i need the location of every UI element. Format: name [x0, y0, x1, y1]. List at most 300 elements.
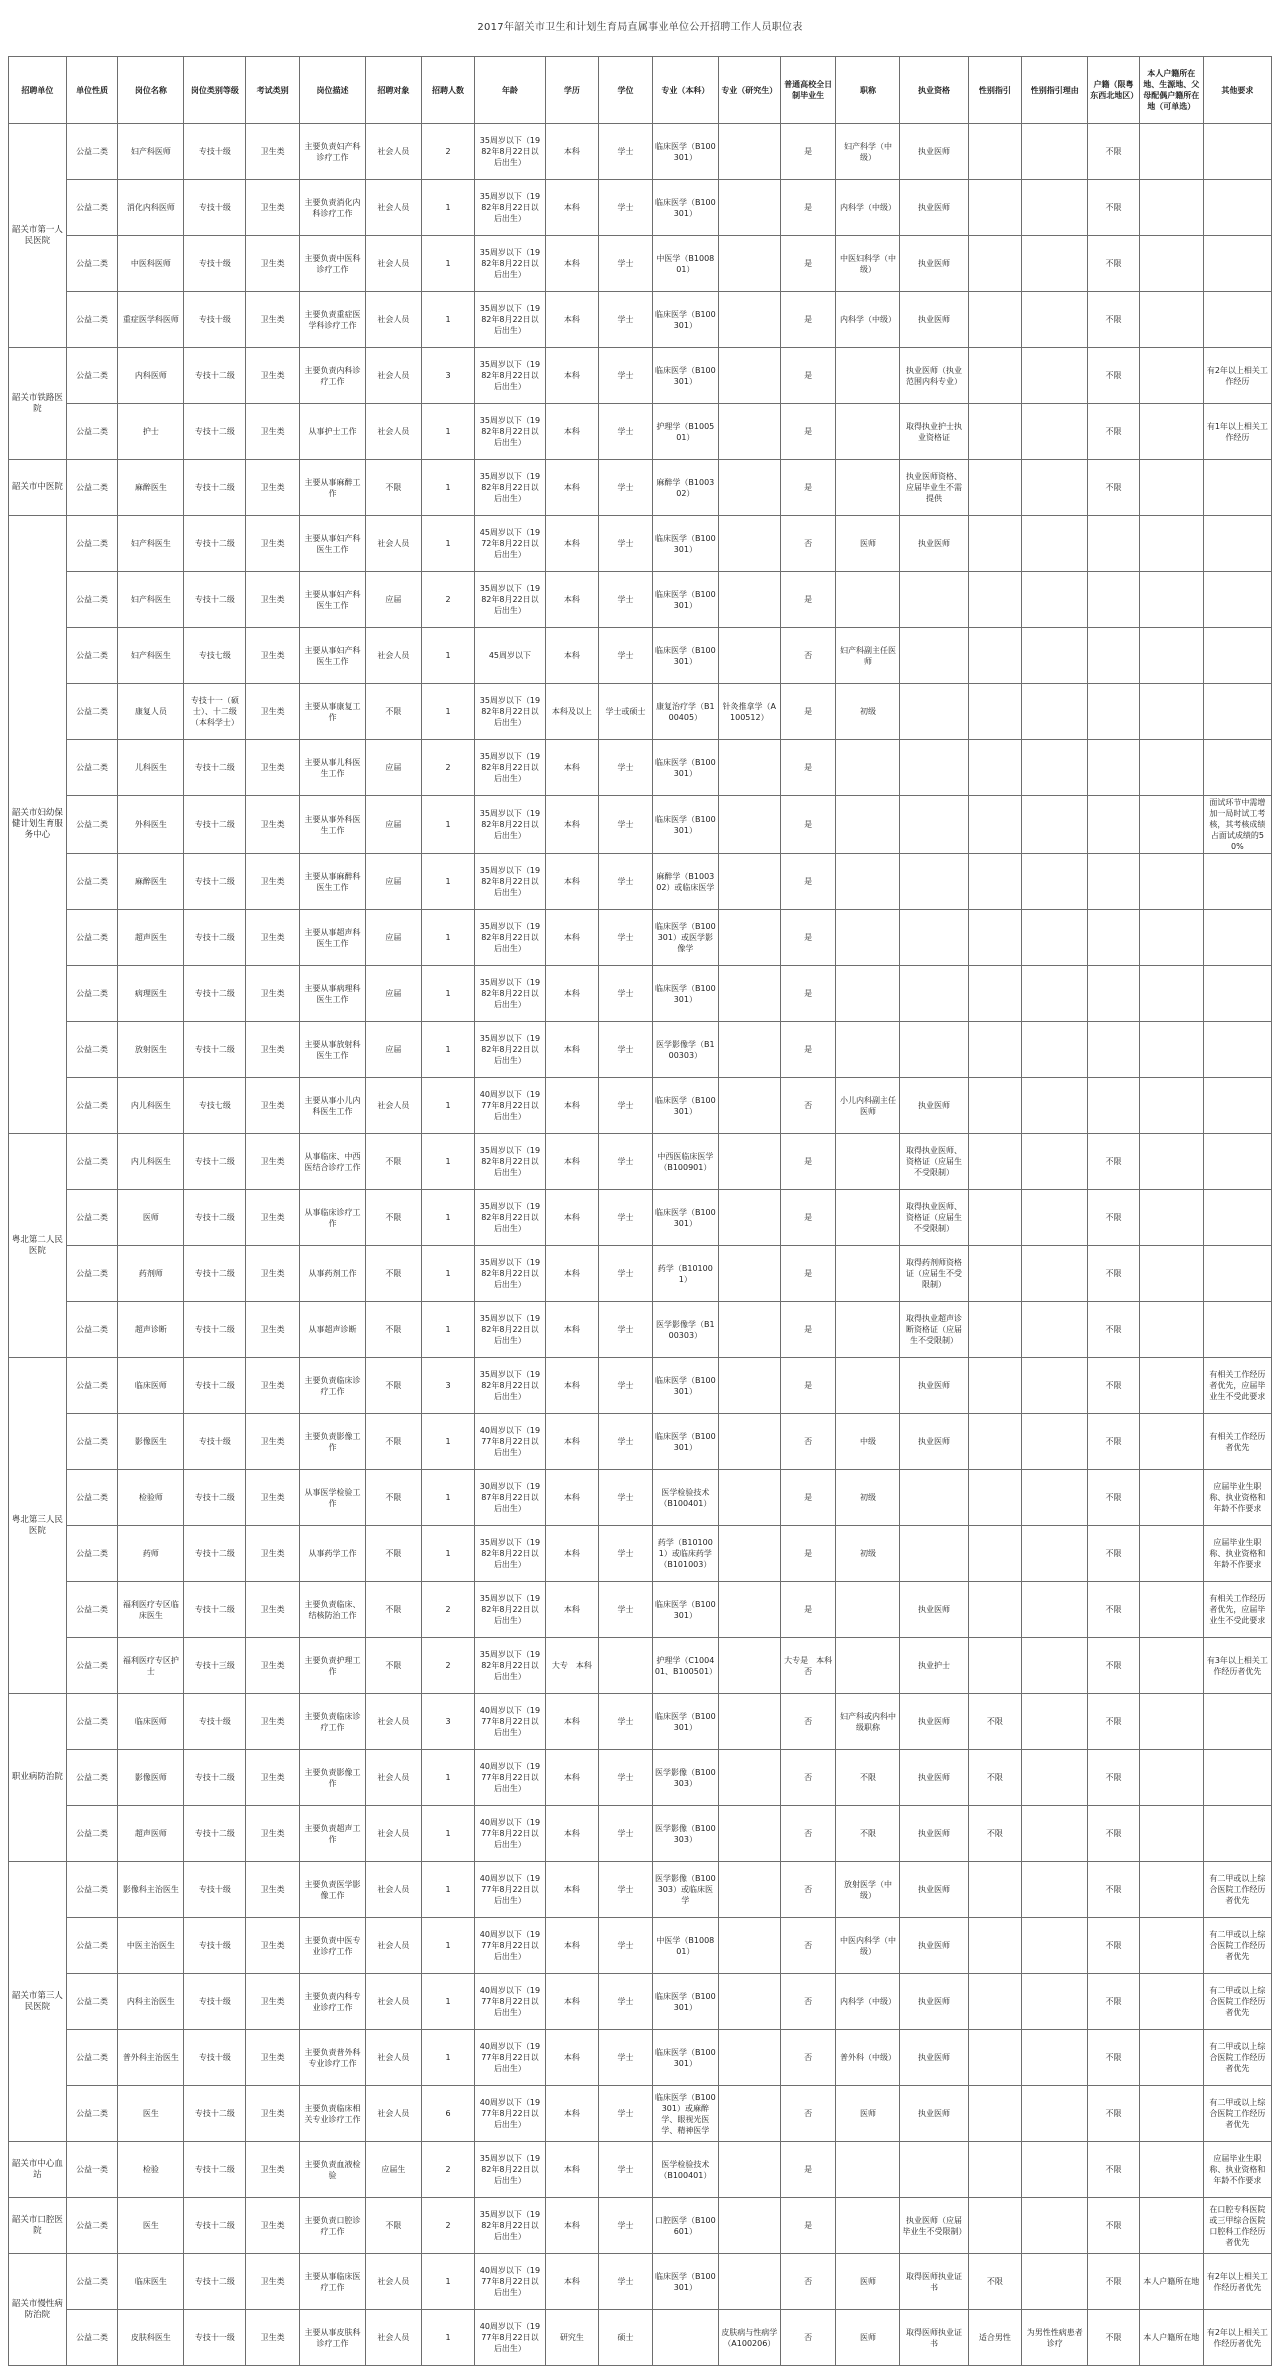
residence-limit-cell: 不限	[1088, 1414, 1140, 1470]
position-name-cell: 超声诊断	[118, 1302, 184, 1358]
position-grade-cell: 专技十级	[184, 1918, 246, 1974]
recruit-target-cell: 不限	[365, 460, 421, 516]
header-cell: 考试类别	[246, 57, 300, 124]
recruit-count-cell: 1	[421, 854, 475, 910]
position-grade-cell: 专技十二级	[184, 1246, 246, 1302]
title-requirement-cell: 妇产科副主任医师	[836, 628, 900, 684]
qualification-cell	[900, 740, 968, 796]
unit-type-cell: 公益二类	[66, 1862, 118, 1918]
major-graduate-cell	[718, 292, 780, 348]
title-requirement-cell: 医师	[836, 2086, 900, 2142]
major-graduate-cell	[718, 628, 780, 684]
position-description-cell: 主要从事外科医生工作	[299, 796, 365, 854]
gender-reason-cell	[1022, 460, 1088, 516]
recruit-count-cell: 1	[421, 628, 475, 684]
age-requirement-cell: 40周岁以下（1977年8月22日以后出生）	[475, 1918, 545, 1974]
education-cell: 本科	[545, 292, 599, 348]
unit-type-cell: 公益二类	[66, 740, 118, 796]
position-name-cell: 检验	[118, 2142, 184, 2198]
residence-place-cell: 本人户籍所在地	[1139, 2254, 1203, 2310]
residence-limit-cell: 不限	[1088, 2030, 1140, 2086]
other-requirements-cell	[1203, 1750, 1271, 1806]
title-requirement-cell	[836, 572, 900, 628]
recruit-target-cell: 社会人员	[365, 2310, 421, 2366]
major-bachelor-cell: 康复治疗学（B100405）	[652, 684, 718, 740]
major-graduate-cell	[718, 1358, 780, 1414]
recruit-target-cell: 社会人员	[365, 404, 421, 460]
residence-limit-cell: 不限	[1088, 1246, 1140, 1302]
table-row	[9, 1582, 1272, 1638]
fulltime-graduate-cell: 否	[780, 1918, 836, 1974]
header-cell: 招聘单位	[9, 57, 67, 124]
education-cell: 本科	[545, 236, 599, 292]
recruit-target-cell: 应届	[365, 910, 421, 966]
title-requirement-cell	[836, 796, 900, 854]
gender-reason-cell	[1022, 684, 1088, 740]
position-description-cell: 从事护士工作	[299, 404, 365, 460]
position-description-cell: 主要负责影像工作	[299, 1414, 365, 1470]
age-requirement-cell: 35周岁以下（1982年8月22日以后出生）	[475, 1022, 545, 1078]
fulltime-graduate-cell: 大专是 本科否	[780, 1638, 836, 1694]
major-bachelor-cell: 医学影像学（B100303）	[652, 1022, 718, 1078]
residence-limit-cell: 不限	[1088, 1134, 1140, 1190]
position-name-cell: 康复人员	[118, 684, 184, 740]
residence-place-cell	[1139, 236, 1203, 292]
gender-reason-cell	[1022, 854, 1088, 910]
gender-guide-cell	[968, 348, 1022, 404]
degree-cell: 学士	[599, 1470, 653, 1526]
fulltime-graduate-cell: 否	[780, 1078, 836, 1134]
exam-category-cell: 卫生类	[246, 796, 300, 854]
recruit-count-cell: 1	[421, 910, 475, 966]
recruit-target-cell: 社会人员	[365, 1918, 421, 1974]
recruit-target-cell: 应届	[365, 854, 421, 910]
position-description-cell: 主要负责超声工作	[299, 1806, 365, 1862]
major-bachelor-cell: 麻醉学（B100302）或临床医学	[652, 854, 718, 910]
age-requirement-cell: 35周岁以下（1982年8月22日以后出生）	[475, 796, 545, 854]
degree-cell: 学士	[599, 516, 653, 572]
title-requirement-cell	[836, 966, 900, 1022]
education-cell: 本科	[545, 1414, 599, 1470]
title-requirement-cell: 中医内科学（中级）	[836, 1918, 900, 1974]
header-cell: 年龄	[475, 57, 545, 124]
other-requirements-cell: 有二甲或以上综合医院工作经历者优先	[1203, 1862, 1271, 1918]
position-description-cell: 主要负责内科诊疗工作	[299, 348, 365, 404]
residence-limit-cell: 不限	[1088, 1750, 1140, 1806]
table-row	[9, 1862, 1272, 1918]
position-name-cell: 护士	[118, 404, 184, 460]
education-cell: 本科	[545, 1750, 599, 1806]
position-grade-cell: 专技十级	[184, 292, 246, 348]
unit-type-cell: 公益二类	[66, 1190, 118, 1246]
qualification-cell: 取得医师执业证书	[900, 2310, 968, 2366]
unit-type-cell: 公益二类	[66, 1302, 118, 1358]
other-requirements-cell	[1203, 1078, 1271, 1134]
exam-category-cell: 卫生类	[246, 740, 300, 796]
table-row	[9, 1414, 1272, 1470]
position-table	[8, 56, 1272, 2366]
major-bachelor-cell: 药学（B101001）	[652, 1246, 718, 1302]
position-grade-cell: 专技十二级	[184, 460, 246, 516]
degree-cell: 学士	[599, 796, 653, 854]
gender-reason-cell	[1022, 236, 1088, 292]
age-requirement-cell: 40周岁以下（1977年8月22日以后出生）	[475, 1694, 545, 1750]
gender-reason-cell	[1022, 1638, 1088, 1694]
exam-category-cell: 卫生类	[246, 292, 300, 348]
major-graduate-cell: 针灸推拿学（A100512）	[718, 684, 780, 740]
recruit-count-cell: 2	[421, 1638, 475, 1694]
recruit-target-cell: 不限	[365, 1470, 421, 1526]
position-description-cell: 主要负责中医科诊疗工作	[299, 236, 365, 292]
position-description-cell: 主要负责口腔诊疗工作	[299, 2198, 365, 2254]
gender-reason-cell	[1022, 910, 1088, 966]
other-requirements-cell	[1203, 236, 1271, 292]
qualification-cell	[900, 684, 968, 740]
position-name-cell: 妇产科医师	[118, 124, 184, 180]
table-row	[9, 1526, 1272, 1582]
unit-type-cell: 公益二类	[66, 348, 118, 404]
major-bachelor-cell: 临床医学（B100301）	[652, 628, 718, 684]
age-requirement-cell: 40周岁以下（1977年8月22日以后出生）	[475, 1750, 545, 1806]
recruit-count-cell: 1	[421, 460, 475, 516]
major-bachelor-cell: 临床医学（B100301）	[652, 292, 718, 348]
position-grade-cell: 专技七级	[184, 1078, 246, 1134]
major-graduate-cell	[718, 1134, 780, 1190]
table-header	[9, 57, 1272, 124]
title-requirement-cell: 医师	[836, 516, 900, 572]
recruit-target-cell: 不限	[365, 2198, 421, 2254]
table-row	[9, 2142, 1272, 2198]
position-name-cell: 内儿科医生	[118, 1134, 184, 1190]
education-cell: 本科及以上	[545, 684, 599, 740]
unit-type-cell: 公益二类	[66, 1526, 118, 1582]
position-grade-cell: 专技十级	[184, 180, 246, 236]
title-requirement-cell: 初级	[836, 1526, 900, 1582]
unit-type-cell: 公益二类	[66, 1694, 118, 1750]
gender-reason-cell	[1022, 2086, 1088, 2142]
position-grade-cell: 专技十二级	[184, 1134, 246, 1190]
position-name-cell: 医生	[118, 2198, 184, 2254]
recruit-target-cell: 社会人员	[365, 1974, 421, 2030]
recruit-target-cell: 不限	[365, 1582, 421, 1638]
age-requirement-cell: 35周岁以下（1982年8月22日以后出生）	[475, 1358, 545, 1414]
major-bachelor-cell: 医学检验技术（B100401）	[652, 2142, 718, 2198]
residence-limit-cell: 不限	[1088, 1862, 1140, 1918]
title-requirement-cell: 医师	[836, 2310, 900, 2366]
recruit-count-cell: 1	[421, 1806, 475, 1862]
gender-guide-cell	[968, 292, 1022, 348]
degree-cell: 学士	[599, 1806, 653, 1862]
fulltime-graduate-cell: 否	[780, 2310, 836, 2366]
residence-limit-cell: 不限	[1088, 2254, 1140, 2310]
qualification-cell	[900, 796, 968, 854]
residence-place-cell	[1139, 1974, 1203, 2030]
title-requirement-cell	[836, 1134, 900, 1190]
gender-guide-cell	[968, 1470, 1022, 1526]
other-requirements-cell: 有二甲或以上综合医院工作经历者优先	[1203, 1918, 1271, 1974]
gender-guide-cell	[968, 236, 1022, 292]
education-cell: 本科	[545, 1694, 599, 1750]
header-cell: 执业资格	[900, 57, 968, 124]
residence-limit-cell	[1088, 628, 1140, 684]
header-cell: 专业（本科）	[652, 57, 718, 124]
qualification-cell	[900, 966, 968, 1022]
major-bachelor-cell: 临床医学（B100301）	[652, 1358, 718, 1414]
position-grade-cell: 专技十一（硕士）、十二级（本科学士）	[184, 684, 246, 740]
education-cell: 本科	[545, 1246, 599, 1302]
table-row	[9, 1022, 1272, 1078]
table-row	[9, 292, 1272, 348]
residence-place-cell	[1139, 348, 1203, 404]
major-bachelor-cell	[652, 2310, 718, 2366]
major-bachelor-cell: 临床医学（B100301）	[652, 516, 718, 572]
exam-category-cell: 卫生类	[246, 180, 300, 236]
fulltime-graduate-cell: 否	[780, 516, 836, 572]
exam-category-cell: 卫生类	[246, 1190, 300, 1246]
fulltime-graduate-cell: 否	[780, 2086, 836, 2142]
age-requirement-cell: 40周岁以下（1977年8月22日以后出生）	[475, 1078, 545, 1134]
age-requirement-cell: 35周岁以下（1982年8月22日以后出生）	[475, 1302, 545, 1358]
table-row	[9, 572, 1272, 628]
recruit-target-cell: 应届	[365, 796, 421, 854]
gender-reason-cell	[1022, 292, 1088, 348]
age-requirement-cell: 40周岁以下（1977年8月22日以后出生）	[475, 1974, 545, 2030]
age-requirement-cell: 35周岁以下（1982年8月22日以后出生）	[475, 1638, 545, 1694]
fulltime-graduate-cell: 是	[780, 572, 836, 628]
education-cell: 本科	[545, 628, 599, 684]
degree-cell: 学士	[599, 1526, 653, 1582]
unit-type-cell: 公益二类	[66, 910, 118, 966]
fulltime-graduate-cell: 是	[780, 1302, 836, 1358]
qualification-cell: 取得执业医师、资格证（应届生不受限制）	[900, 1134, 968, 1190]
major-bachelor-cell: 临床医学（B100301）	[652, 1974, 718, 2030]
residence-place-cell	[1139, 1582, 1203, 1638]
other-requirements-cell: 有2年以上相关工作经历者优先	[1203, 2254, 1271, 2310]
table-row	[9, 628, 1272, 684]
age-requirement-cell: 30周岁以下（1987年8月22日以后出生）	[475, 1470, 545, 1526]
major-bachelor-cell: 麻醉学（B100302）	[652, 460, 718, 516]
exam-category-cell: 卫生类	[246, 628, 300, 684]
position-description-cell: 主要从事超声科医生工作	[299, 910, 365, 966]
other-requirements-cell: 有3年以上相关工作经历者优先	[1203, 1638, 1271, 1694]
position-name-cell: 妇产科医生	[118, 572, 184, 628]
age-requirement-cell: 35周岁以下（1982年8月22日以后出生）	[475, 460, 545, 516]
other-requirements-cell: 有2年以上相关工作经历	[1203, 348, 1271, 404]
recruit-target-cell: 社会人员	[365, 2030, 421, 2086]
residence-limit-cell: 不限	[1088, 348, 1140, 404]
residence-limit-cell	[1088, 740, 1140, 796]
gender-reason-cell	[1022, 572, 1088, 628]
residence-place-cell	[1139, 404, 1203, 460]
position-grade-cell: 专技十二级	[184, 740, 246, 796]
unit-type-cell: 公益二类	[66, 2310, 118, 2366]
age-requirement-cell: 35周岁以下（1982年8月22日以后出生）	[475, 684, 545, 740]
major-graduate-cell	[718, 1862, 780, 1918]
age-requirement-cell: 35周岁以下（1982年8月22日以后出生）	[475, 180, 545, 236]
major-graduate-cell	[718, 1302, 780, 1358]
major-bachelor-cell: 临床医学（B100301）	[652, 796, 718, 854]
fulltime-graduate-cell: 是	[780, 1582, 836, 1638]
major-bachelor-cell: 临床医学（B100301）	[652, 180, 718, 236]
exam-category-cell: 卫生类	[246, 1862, 300, 1918]
major-graduate-cell	[718, 910, 780, 966]
header-cell: 本人户籍所在地、生源地、父母配偶户籍所在地（可单选）	[1139, 57, 1203, 124]
degree-cell: 学士	[599, 1302, 653, 1358]
gender-guide-cell	[968, 1078, 1022, 1134]
recruit-count-cell: 1	[421, 796, 475, 854]
recruit-count-cell: 3	[421, 1358, 475, 1414]
fulltime-graduate-cell: 否	[780, 1806, 836, 1862]
qualification-cell: 执业医师	[900, 236, 968, 292]
position-name-cell: 医师	[118, 1190, 184, 1246]
other-requirements-cell	[1203, 292, 1271, 348]
recruit-count-cell: 1	[421, 404, 475, 460]
degree-cell: 学士	[599, 2086, 653, 2142]
residence-place-cell	[1139, 1638, 1203, 1694]
qualification-cell: 执业医师	[900, 1414, 968, 1470]
degree-cell: 学士	[599, 1918, 653, 1974]
recruit-target-cell: 社会人员	[365, 2086, 421, 2142]
table-row	[9, 1470, 1272, 1526]
fulltime-graduate-cell: 否	[780, 1750, 836, 1806]
exam-category-cell: 卫生类	[246, 2198, 300, 2254]
residence-place-cell	[1139, 740, 1203, 796]
fulltime-graduate-cell: 是	[780, 1358, 836, 1414]
age-requirement-cell: 35周岁以下（1982年8月22日以后出生）	[475, 2198, 545, 2254]
other-requirements-cell: 有相关工作经历者优先，应届毕业生不受此要求	[1203, 1582, 1271, 1638]
employer-cell: 韶关市口腔医院	[9, 2198, 67, 2254]
gender-reason-cell	[1022, 180, 1088, 236]
recruit-target-cell: 应届	[365, 966, 421, 1022]
table-row	[9, 1358, 1272, 1414]
exam-category-cell: 卫生类	[246, 2310, 300, 2366]
residence-limit-cell: 不限	[1088, 1638, 1140, 1694]
unit-type-cell: 公益二类	[66, 1918, 118, 1974]
qualification-cell: 取得执业护士执业资格证	[900, 404, 968, 460]
gender-guide-cell	[968, 2142, 1022, 2198]
position-grade-cell: 专技十二级	[184, 1750, 246, 1806]
qualification-cell: 取得执业医师、资格证（应届生不受限制）	[900, 1190, 968, 1246]
table-row	[9, 2310, 1272, 2366]
other-requirements-cell	[1203, 1134, 1271, 1190]
position-name-cell: 重症医学科医师	[118, 292, 184, 348]
major-graduate-cell	[718, 516, 780, 572]
residence-place-cell	[1139, 1246, 1203, 1302]
position-grade-cell: 专技十二级	[184, 516, 246, 572]
unit-type-cell: 公益二类	[66, 2086, 118, 2142]
unit-type-cell: 公益二类	[66, 966, 118, 1022]
qualification-cell: 执业医师	[900, 2086, 968, 2142]
title-requirement-cell	[836, 2198, 900, 2254]
degree-cell	[599, 1638, 653, 1694]
age-requirement-cell: 35周岁以下（1982年8月22日以后出生）	[475, 236, 545, 292]
fulltime-graduate-cell: 否	[780, 1694, 836, 1750]
major-bachelor-cell: 临床医学（B100301）	[652, 2254, 718, 2310]
gender-reason-cell	[1022, 628, 1088, 684]
position-grade-cell: 专技十二级	[184, 796, 246, 854]
qualification-cell: 执业医师	[900, 1078, 968, 1134]
residence-limit-cell	[1088, 516, 1140, 572]
qualification-cell	[900, 854, 968, 910]
gender-reason-cell	[1022, 1414, 1088, 1470]
residence-limit-cell	[1088, 910, 1140, 966]
age-requirement-cell: 40周岁以下（1977年8月22日以后出生）	[475, 2086, 545, 2142]
table-row	[9, 124, 1272, 180]
age-requirement-cell: 35周岁以下（1982年8月22日以后出生）	[475, 1246, 545, 1302]
position-grade-cell: 专技十二级	[184, 2086, 246, 2142]
recruit-count-cell: 2	[421, 2198, 475, 2254]
residence-limit-cell: 不限	[1088, 1470, 1140, 1526]
table-row	[9, 966, 1272, 1022]
position-description-cell: 主要负责临床诊疗工作	[299, 1694, 365, 1750]
fulltime-graduate-cell: 是	[780, 2198, 836, 2254]
unit-type-cell: 公益二类	[66, 572, 118, 628]
qualification-cell: 执业医师	[900, 1358, 968, 1414]
education-cell: 本科	[545, 460, 599, 516]
position-name-cell: 麻醉医生	[118, 854, 184, 910]
major-bachelor-cell: 口腔医学（B100601）	[652, 2198, 718, 2254]
position-description-cell: 主要负责普外科专业诊疗工作	[299, 2030, 365, 2086]
residence-place-cell: 本人户籍所在地	[1139, 2310, 1203, 2366]
major-graduate-cell	[718, 2254, 780, 2310]
gender-reason-cell	[1022, 1582, 1088, 1638]
qualification-cell	[900, 910, 968, 966]
fulltime-graduate-cell: 是	[780, 348, 836, 404]
major-graduate-cell	[718, 1918, 780, 1974]
education-cell: 本科	[545, 1190, 599, 1246]
qualification-cell	[900, 1022, 968, 1078]
exam-category-cell: 卫生类	[246, 1638, 300, 1694]
gender-reason-cell	[1022, 124, 1088, 180]
degree-cell: 学士	[599, 572, 653, 628]
gender-guide-cell	[968, 1974, 1022, 2030]
recruit-count-cell: 1	[421, 966, 475, 1022]
other-requirements-cell: 有1年以上相关工作经历	[1203, 404, 1271, 460]
major-bachelor-cell: 中西医临床医学（B100901）	[652, 1134, 718, 1190]
gender-guide-cell	[968, 1190, 1022, 1246]
age-requirement-cell: 35周岁以下（1982年8月22日以后出生）	[475, 2142, 545, 2198]
recruit-count-cell: 3	[421, 348, 475, 404]
major-graduate-cell	[718, 2142, 780, 2198]
major-bachelor-cell: 临床医学（B100301）	[652, 1078, 718, 1134]
position-description-cell: 主要从事病理科医生工作	[299, 966, 365, 1022]
position-grade-cell: 专技十二级	[184, 404, 246, 460]
degree-cell: 硕士	[599, 2310, 653, 2366]
residence-place-cell	[1139, 1694, 1203, 1750]
gender-reason-cell	[1022, 1078, 1088, 1134]
position-description-cell: 主要负责医学影像工作	[299, 1862, 365, 1918]
age-requirement-cell: 40周岁以下（1977年8月22日以后出生）	[475, 1806, 545, 1862]
residence-place-cell	[1139, 572, 1203, 628]
degree-cell: 学士	[599, 2142, 653, 2198]
exam-category-cell: 卫生类	[246, 684, 300, 740]
major-graduate-cell	[718, 2198, 780, 2254]
recruit-count-cell: 1	[421, 1974, 475, 2030]
gender-reason-cell	[1022, 1694, 1088, 1750]
degree-cell: 学士	[599, 2254, 653, 2310]
position-name-cell: 福利医疗专区临床医生	[118, 1582, 184, 1638]
title-requirement-cell: 医师	[836, 2254, 900, 2310]
position-grade-cell: 专技十二级	[184, 1190, 246, 1246]
header-cell: 学位	[599, 57, 653, 124]
major-bachelor-cell: 临床医学（B100301）	[652, 1582, 718, 1638]
qualification-cell: 执业医师	[900, 516, 968, 572]
education-cell: 本科	[545, 2142, 599, 2198]
position-grade-cell: 专技十二级	[184, 1806, 246, 1862]
residence-place-cell	[1139, 1190, 1203, 1246]
degree-cell: 学士	[599, 1358, 653, 1414]
employer-cell: 韶关市妇幼保健计划生育服务中心	[9, 516, 67, 1134]
